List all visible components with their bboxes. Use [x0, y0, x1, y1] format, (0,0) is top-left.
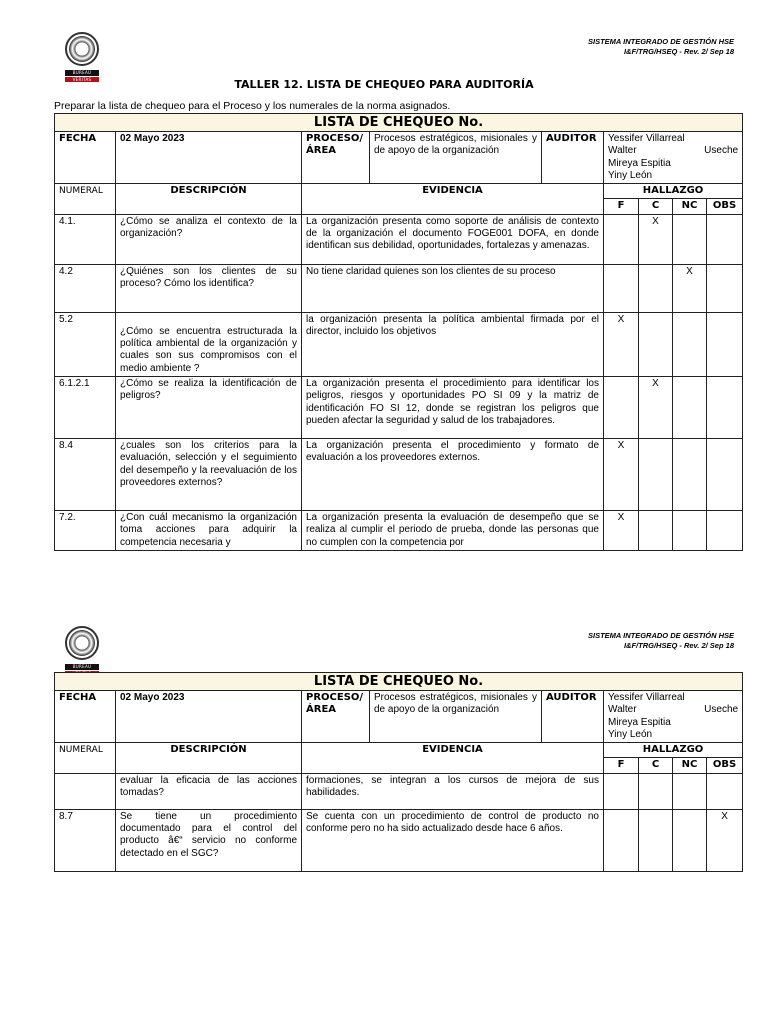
- table-row: [55, 438, 743, 510]
- header-line-2: I&F/TRG/HSEQ - Rev. 2/ Sep 18: [623, 641, 734, 650]
- auditor-label: AUDITOR: [542, 691, 604, 743]
- cell-c: [639, 510, 673, 550]
- bureau-veritas-logo: [62, 626, 102, 676]
- intro-text: Preparar la lista de chequeo para el Proceso y los numerales de la norma asignados.: [54, 100, 451, 112]
- cell-numeral: 5.2: [55, 312, 116, 376]
- cell-f: [604, 264, 639, 312]
- auditor-name-2b: Useche: [704, 145, 739, 157]
- cell-c: X: [639, 376, 673, 438]
- fecha-label: FECHA: [55, 691, 116, 743]
- auditor-name-2a: Walter: [608, 704, 637, 716]
- proceso-value: Procesos estratégicos, misionales y de apoyo de la organización: [370, 691, 542, 743]
- auditor-name-2b: Useche: [704, 704, 739, 716]
- col-descripcion: DESCRIPCIÓN: [116, 184, 302, 215]
- col-hallazgo: HALLAZGO: [604, 184, 743, 199]
- auditor-name-3: Mireya Espitia: [608, 157, 671, 169]
- cell-c: [639, 773, 673, 809]
- cell-nc: [673, 438, 707, 510]
- auditor-name-2a: Walter: [608, 145, 637, 157]
- col-nc: NC: [673, 758, 707, 773]
- cell-c: [639, 312, 673, 376]
- fecha-value: 02 Mayo 2023: [116, 132, 302, 184]
- cell-numeral: 7.2.: [55, 510, 116, 550]
- checklist-table: [54, 672, 743, 872]
- cell-c: [639, 809, 673, 871]
- cell-obs: [707, 773, 743, 809]
- cell-obs: [707, 214, 743, 264]
- cell-evidencia: Se cuenta con un procedimiento de control de producto no conforme pero no ha sido actualizado desde hace 6 años.: [302, 809, 604, 871]
- cell-descripcion: ¿Cómo se analiza el contexto de la organización?: [116, 214, 302, 264]
- col-nc: NC: [673, 199, 707, 214]
- cell-descripcion: ¿Quiénes son los clientes de su proceso? Cómo los identifica?: [116, 264, 302, 312]
- proceso-label: [302, 691, 370, 743]
- cell-nc: [673, 809, 707, 871]
- checklist-banner: LISTA DE CHEQUEO No.: [55, 673, 743, 691]
- cell-f: X: [604, 438, 639, 510]
- cell-c: [639, 264, 673, 312]
- col-numeral: NUMERAL: [55, 743, 116, 774]
- cell-evidencia: La organización presenta la evaluación de desempeño que se realiza al cumplir el periodo de prueba, donde las personas que no cumplen con la competencia por: [302, 510, 604, 550]
- auditor-label: AUDITOR: [542, 132, 604, 184]
- cell-descripcion: evaluar la eficacia de las acciones tomadas?: [116, 773, 302, 809]
- cell-f: [604, 809, 639, 871]
- cell-numeral: 6.1.2.1: [55, 376, 116, 438]
- proceso-label-line-1: PROCESO/: [306, 692, 364, 703]
- proceso-label-line-1: PROCESO/: [306, 133, 364, 144]
- document-header: [588, 631, 734, 651]
- document-header: [588, 37, 734, 57]
- logo-text-bottom: VERITAS: [65, 77, 99, 82]
- cell-evidencia: La organización presenta el procedimiento para identificar los peligros, riesgos y oportunidades PO SI 09 y la matriz de identificación FO SI 12, donde se registran los peligros que pueden afectar la seguridad y salud de los trabajadores.: [302, 376, 604, 438]
- auditor-names: [604, 691, 743, 743]
- cell-descripcion: ¿Cómo se encuentra estructurada la política ambiental de la organización y cuales son sus compromisos con el medio ambiente ?: [116, 312, 302, 376]
- fecha-value: 02 Mayo 2023: [116, 691, 302, 743]
- table-row: [55, 214, 743, 264]
- checklist-rows: [55, 773, 743, 871]
- col-evidencia: EVIDENCIA: [302, 184, 604, 215]
- auditor-name-3: Mireya Espitia: [608, 716, 671, 728]
- col-obs: OBS: [707, 758, 743, 773]
- cell-nc: [673, 312, 707, 376]
- auditor-name-4: Yiny León: [608, 728, 653, 740]
- cell-obs: X: [707, 809, 743, 871]
- col-f: F: [604, 199, 639, 214]
- col-descripcion: DESCRIPCIÓN: [116, 743, 302, 774]
- table-row: [55, 376, 743, 438]
- cell-descripcion: ¿Con cuál mecanismo la organización toma acciones para adquirir la competencia necesaria y: [116, 510, 302, 550]
- cell-f: X: [604, 510, 639, 550]
- cell-obs: [707, 264, 743, 312]
- proceso-value: Procesos estratégicos, misionales y de apoyo de la organización: [370, 132, 542, 184]
- header-line-1: SISTEMA INTEGRADO DE GESTIÓN HSE: [588, 37, 734, 46]
- auditor-name-1: Yessifer Villarreal: [608, 133, 685, 144]
- cell-obs: [707, 376, 743, 438]
- cell-evidencia: la organización presenta la política ambiental firmada por el director, incluido los objetivos: [302, 312, 604, 376]
- table-row: [55, 773, 743, 809]
- checklist-rows: [55, 214, 743, 550]
- col-obs: OBS: [707, 199, 743, 214]
- cell-obs: [707, 510, 743, 550]
- col-numeral: NUMERAL: [55, 184, 116, 215]
- cell-nc: [673, 214, 707, 264]
- col-f: F: [604, 758, 639, 773]
- cell-numeral: 8.7: [55, 809, 116, 871]
- checklist-banner: LISTA DE CHEQUEO No.: [55, 114, 743, 132]
- col-evidencia: EVIDENCIA: [302, 743, 604, 774]
- auditor-names: [604, 132, 743, 184]
- auditor-name-1: Yessifer Villarreal: [608, 692, 685, 703]
- col-c: C: [639, 199, 673, 214]
- header-line-2: I&F/TRG/HSEQ - Rev. 2/ Sep 18: [623, 47, 734, 56]
- page-title: TALLER 12. LISTA DE CHEQUEO PARA AUDITORÍA: [234, 78, 534, 91]
- cell-descripcion: ¿Cómo se realiza la identificación de peligros?: [116, 376, 302, 438]
- cell-descripcion: ¿cuales son los criterios para la evaluación, selección y el seguimiento del desempeño y la reevaluación de los proveedores externos?: [116, 438, 302, 510]
- proceso-label-line-2: ÁREA: [306, 145, 337, 157]
- cell-evidencia: La organización presenta como soporte de análisis de contexto de la organización el documento FOGE001 DOFA, en donde identifican sus debilidad, oportunidades, fortalezas y amenazas.: [302, 214, 604, 264]
- cell-numeral: 8.4: [55, 438, 116, 510]
- cell-f: [604, 773, 639, 809]
- cell-numeral: 4.2: [55, 264, 116, 312]
- cell-c: X: [639, 214, 673, 264]
- proceso-label: [302, 132, 370, 184]
- cell-nc: X: [673, 264, 707, 312]
- cell-numeral: 4.1.: [55, 214, 116, 264]
- cell-f: [604, 376, 639, 438]
- table-row: [55, 510, 743, 550]
- cell-descripcion: Se tiene un procedimiento documentado para el control del producto â€“ servicio no conforme detectado en el SGC?: [116, 809, 302, 871]
- bureau-veritas-logo: [62, 32, 102, 82]
- table-row: [55, 809, 743, 871]
- cell-nc: [673, 773, 707, 809]
- cell-evidencia: formaciones, se integran a los cursos de mejora de sus habilidades.: [302, 773, 604, 809]
- checklist-table: [54, 113, 743, 551]
- table-row: [55, 312, 743, 376]
- cell-f: [604, 214, 639, 264]
- proceso-label-line-2: ÁREA: [306, 704, 337, 716]
- auditor-name-4: Yiny León: [608, 169, 653, 181]
- cell-evidencia: La organización presenta el procedimiento y formato de evaluación a los proveedores externos.: [302, 438, 604, 510]
- cell-nc: [673, 510, 707, 550]
- col-hallazgo: HALLAZGO: [604, 743, 743, 758]
- seal-icon: [65, 32, 99, 66]
- logo-text-top: BUREAU: [65, 664, 99, 670]
- table-row: [55, 264, 743, 312]
- cell-c: [639, 438, 673, 510]
- seal-icon: [65, 626, 99, 660]
- logo-text-top: BUREAU: [65, 70, 99, 76]
- cell-numeral: [55, 773, 116, 809]
- col-c: C: [639, 758, 673, 773]
- cell-nc: [673, 376, 707, 438]
- cell-f: X: [604, 312, 639, 376]
- cell-obs: [707, 438, 743, 510]
- header-line-1: SISTEMA INTEGRADO DE GESTIÓN HSE: [588, 631, 734, 640]
- cell-obs: [707, 312, 743, 376]
- fecha-label: FECHA: [55, 132, 116, 184]
- cell-evidencia: No tiene claridad quienes son los clientes de su proceso: [302, 264, 604, 312]
